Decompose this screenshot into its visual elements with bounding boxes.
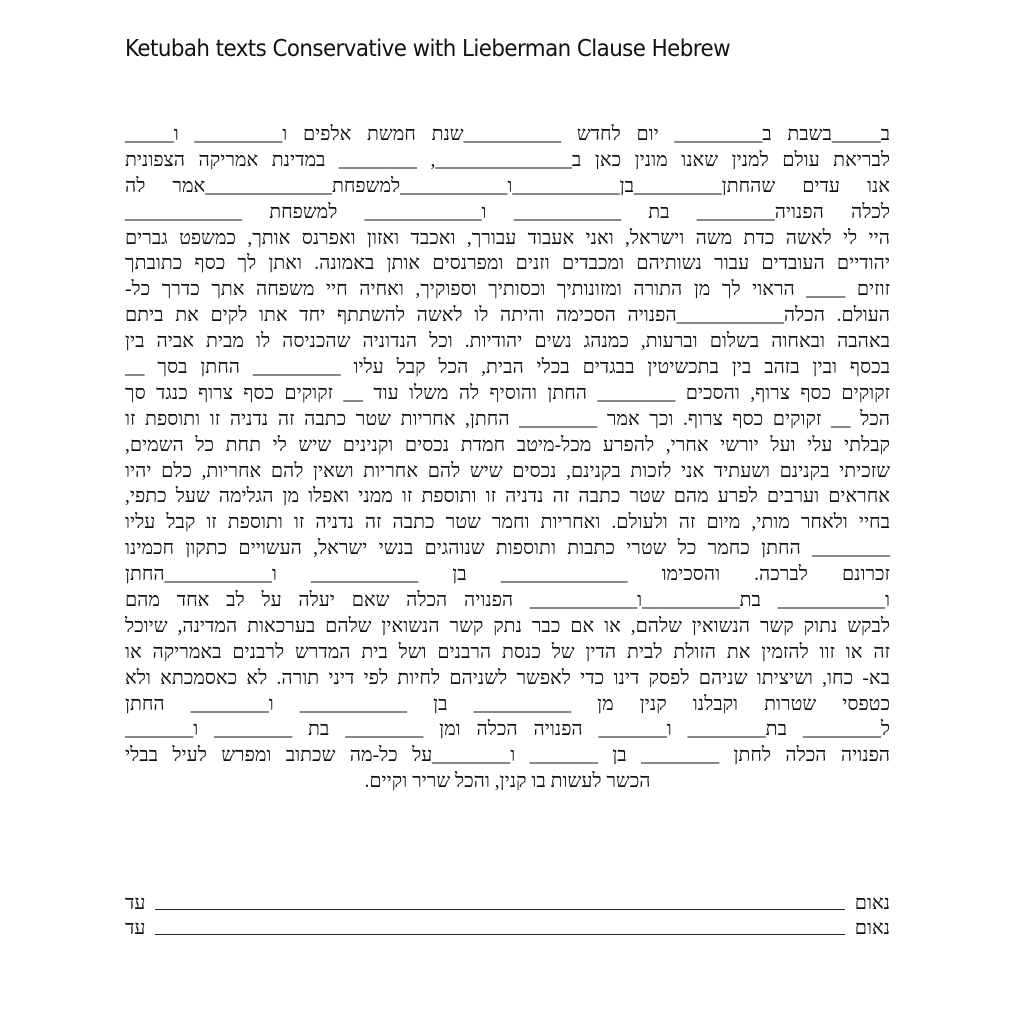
ketubah-closing-line: הכשר לעשות בו קנין, והכל שריר וקיים. — [364, 771, 651, 793]
ketubah-line: באהבה ובאחוה בשלום וברעות, כמנהג נשים יהודיות. וכל הנדוניה שהכניסה לו מבית אביה בין — [125, 331, 890, 353]
ketubah-line: לבקש נתוק קשר הנשואין שלהם, או אם כבר נתק קשר הנשואין שלהם בערכאות המדינה, שיוכל — [125, 615, 890, 637]
ketubah-line: הכל __ זקוקים כסף צרוף. וכך אמר ________ החתן, אחריות שטר כתבה זה נדניה זו ותוספת זו — [125, 408, 890, 430]
witness-neum-label: נאום — [854, 893, 890, 914]
ketubah-line: קבלתי עלי ועל יורשי אחרי, להפרע מכל-מיטב חמדת נכסים וקנינים שיש לי תחת כל השמים, — [125, 434, 890, 456]
ketubah-line: זקוקים כסף צרוף, והסכים ________ החתן והוסיף לה משלו עוד __ זקוקים כסף צרוף כנגד סך — [125, 382, 890, 404]
ketubah-line: העולם. הכלה___________הפנויה הסכימה והיתה לו לאשה להשתתף יחד אתו לקים את ביתם — [125, 305, 890, 327]
ketubah-line: זוזים ____ הראוי לך מן התורה ומזונותיך וכסותיך וספוקיך, ואחיה חיי משפחה אתך כדרך כל- — [125, 279, 890, 301]
ketubah-line: בא- כחו, ושיציתו שניהם לפסק דינו כדי לאפשר לשניהם לחיות לפי דיני תורה. לא כאסמכתא ולא — [125, 667, 890, 689]
ketubah-line: ו___________ בת__________ו___________ הפנויה הכלה שאם יעלה על לב אחד מהם — [125, 590, 890, 612]
ketubah-line: שזכיתי בקנינם ושעתיד אני לזכות בקנינם, נכסים שיש להם אחריות ושאין להם אחריות, כלם יהיו — [125, 460, 890, 482]
witness-neum-label: נאום — [854, 918, 890, 939]
ketubah-line: ________ החתן כחמר כל שטרי כתבות ותוספות שנוהגים בנשי ישראל, העשויים כתקון חכמינו — [125, 538, 890, 560]
witness-signature-row — [125, 890, 890, 915]
ketubah-line: היי לי לאשה כדת משה וישראל, ואני אעבוד עבורך, ואכבד ואזון ואפרנס אותך, כמשפט גברים — [125, 227, 890, 249]
ketubah-text — [125, 122, 890, 795]
witness-signatures — [125, 890, 890, 940]
ketubah-line: יהודיים העובדים עבור נשותיהם ומכבדים וזנים ומפרנסים אותן באמונה. ואתן לך כסף כתובתך — [125, 253, 890, 275]
ketubah-line: לבריאת עולם למנין שאנו מונין כאן ב______________, ________ במדינת אמריקה הצפונית — [125, 149, 890, 171]
witness-signature-line[interactable] — [155, 908, 844, 910]
ketubah-line: הפנויה הכלה לחתן ________ בן _______ ו________על כל-מה שכתוב ומפרש לעיל בבלי — [125, 745, 890, 767]
ketubah-line: ל________ בת________ ו_______ הפנויה הכלה ומן ________ בת ________ ו_______ — [125, 719, 890, 741]
page-title: Ketubah texts Conservative with Lieberman Clause Hebrew — [125, 36, 731, 62]
ketubah-line: אחראים וערבים לפרע מהם שטר כתבה זה נדניה זו ותוספת זו ממני ואפלו מן הגלימה שעל כתפי, — [125, 486, 890, 508]
ketubah-line: לכלה הפנויה________ בת ___________ ו____________ למשפחת ____________ — [125, 201, 890, 223]
witness-signature-row — [125, 915, 890, 940]
ketubah-line: אנו עדים שהחתן_________בן___________ו___________למשפחת_____________אמר לה — [125, 175, 890, 197]
ketubah-line: בכסף ובין בזהב בין בתכשיטין בבגדים בכלי הבית, הכל קבל עליו _________ החתן בסך __ — [125, 357, 890, 379]
witness-ed-label: עד — [125, 918, 146, 939]
witness-ed-label: עד — [125, 893, 146, 914]
ketubah-line: כטפסי שטרות וקבלנו קנין מן __________ בן ___________ ו________ החתן — [125, 693, 890, 715]
ketubah-line: בחיי ולאחר מותי, מיום זה ולעולם. ואחריות וחמר שטר כתבה זה נדניה זו ותוספת זו קבל עליו — [125, 512, 890, 534]
witness-signature-line[interactable] — [155, 933, 844, 935]
ketubah-line: זה או זוו להזמין את הזולת לבית הדין של כנסת הרבנים ושל בית המדרש לרבנים באמריקה או — [125, 641, 890, 663]
ketubah-line: זכרונם לברכה. והסכימו _____________ בן ___________ ו___________החתן — [125, 564, 890, 586]
ketubah-line: ב_____בשבת ב_________ יום לחדש __________שנת חמשת אלפים ו_________ ו_____ — [125, 124, 890, 145]
